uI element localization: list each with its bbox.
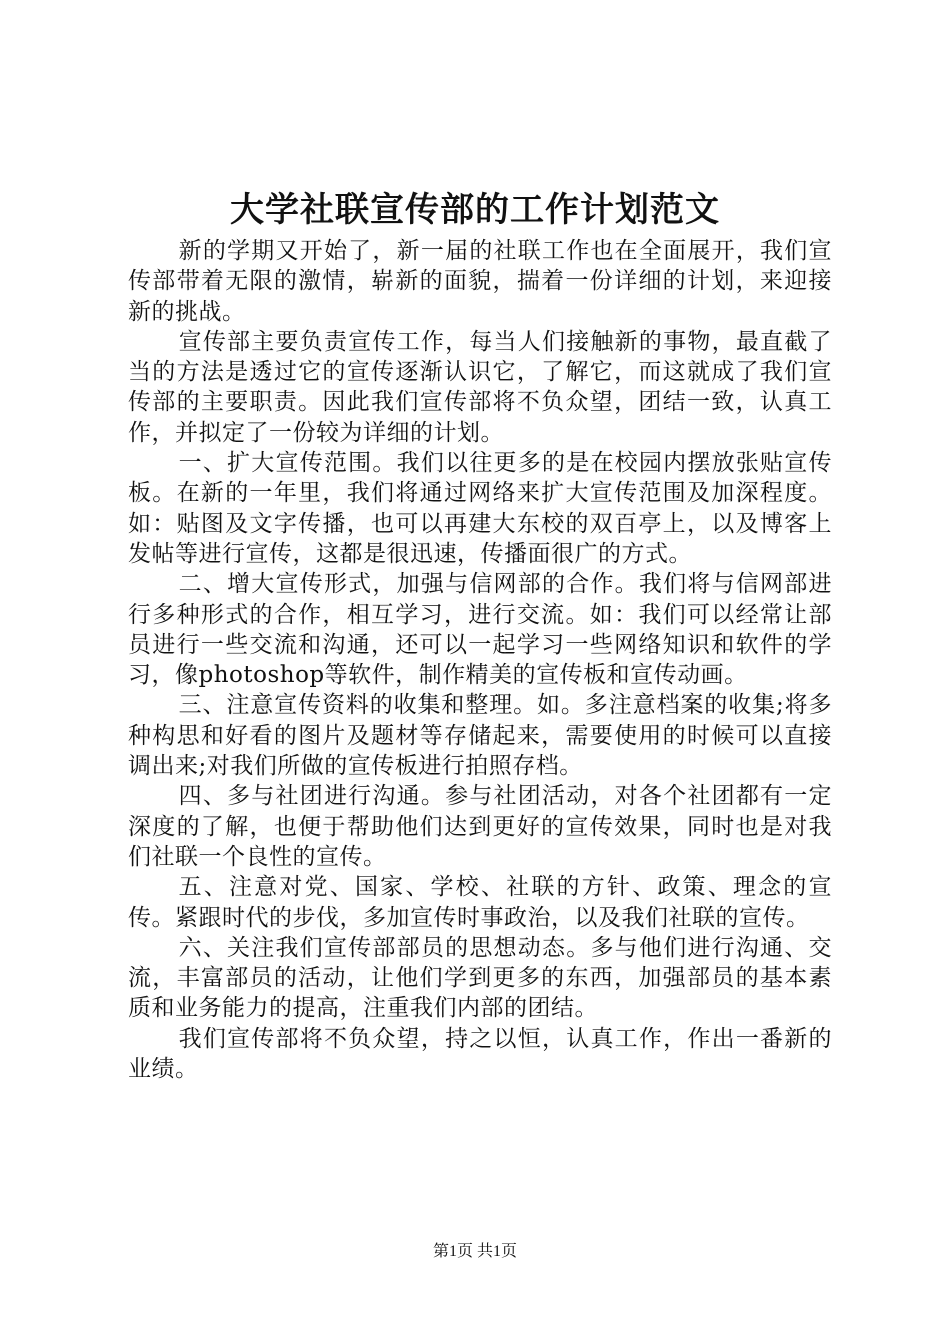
paragraph: 三、注意宣传资料的收集和整理。如。多注意档案的收集;将多种构思和好看的图片及题材等存储起来，需要使用的时候可以直接调出来;对我们所做的宣传板进行拍照存档。 [128,692,832,780]
paragraph: 四、多与社团进行沟通。参与社团活动，对各个社团都有一定深度的了解，也便于帮助他们达到更好的宣传效果，同时也是对我们社联一个良性的宣传。 [128,783,832,870]
paragraph: 我们宣传部将不负众望，持之以恒，认真工作，作出一番新的业绩。 [128,1025,832,1083]
paragraph: 二、增大宣传形式，加强与信网部的合作。我们将与信网部进行多种形式的合作，相互学习，进行交流。如：我们可以经常让部员进行一些交流和沟通，还可以一起学习一些网络知识和软件的学习，像photoshop等软件，制作精美的宣传板和宣传动画。 [128,571,832,689]
paragraph: 一、扩大宣传范围。我们以往更多的是在校园内摆放张贴宣传板。在新的一年里，我们将通过网络来扩大宣传范围及加深程度。如：贴图及文字传播，也可以再建大东校的双百亭上，以及博客上发帖等进行宣传，这都是很迅速，传播面很广的方式。 [128,450,832,567]
paragraph: 新的学期又开始了，新一届的社联工作也在全面展开，我们宣传部带着无限的激情，崭新的面貌，揣着一份详细的计划，来迎接新的挑战。 [128,238,832,325]
paragraph: 六、关注我们宣传部部员的思想动态。多与他们进行沟通、交流，丰富部员的活动，让他们学到更多的东西，加强部员的基本素质和业务能力的提高，注重我们内部的团结。 [128,934,832,1022]
document-title: 大学社联宣传部的工作计划范文 [230,190,720,230]
page-footer: 第1页 共1页 [432,1243,517,1260]
paragraph: 五、注意对党、国家、学校、社联的方针、政策、理念的宣传。紧跟时代的步伐，多加宣传时事政治，以及我们社联的宣传。 [128,874,832,931]
paragraph: 宣传部主要负责宣传工作，每当人们接触新的事物，最直截了当的方法是透过它的宣传逐渐认识它，了解它，而这就成了我们宣传部的主要职责。因此我们宣传部将不负众望，团结一致，认真工作，并拟定了一份较为详细的计划。 [128,328,832,446]
document-body [128,236,832,1084]
